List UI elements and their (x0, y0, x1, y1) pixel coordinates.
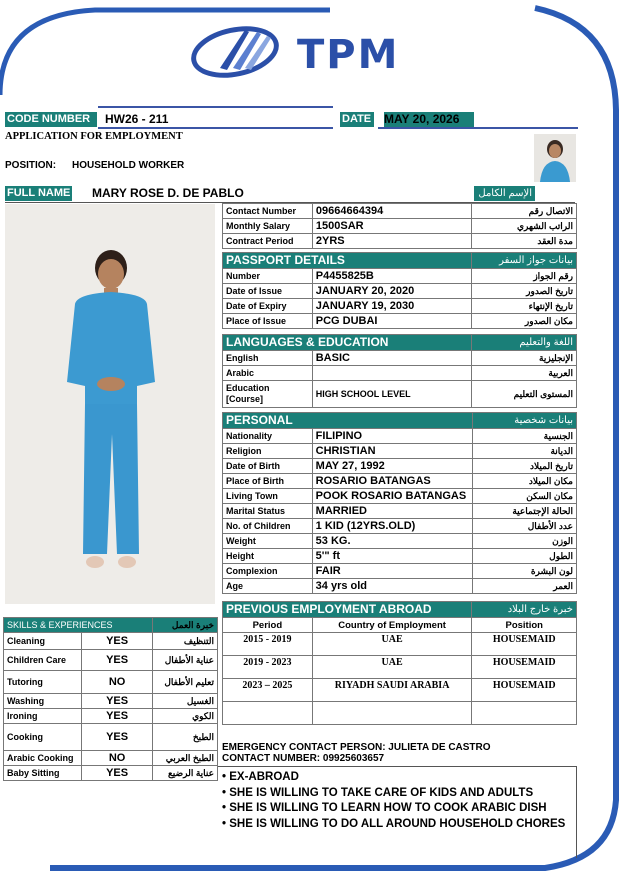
employment-blank-row (223, 702, 577, 725)
passport-row (223, 284, 577, 299)
remark-text: SHE IS WILLING TO LEARN HOW TO COOK ARABIC DISH (229, 802, 547, 814)
skill-label: Children Care (4, 650, 82, 671)
employment-title: PREVIOUS EMPLOYMENT ABROAD (223, 602, 472, 618)
passport-arabic-label: تاريخ الصدور (472, 284, 577, 299)
employment-column-headers (223, 618, 577, 633)
skill-row (4, 709, 218, 724)
employment-period: 2019 - 2023 (223, 656, 313, 679)
personal-label: Living Town (223, 489, 313, 504)
personal-row (223, 564, 577, 579)
skill-arabic: عناية الأطفال (153, 650, 218, 671)
person-thumbnail-icon (534, 134, 576, 182)
remark-text: SHE IS WILLING TO TAKE CARE OF KIDS AND ADULTS (229, 786, 534, 799)
contact-label: Monthly Salary (223, 219, 313, 234)
language-row (223, 366, 577, 381)
emergency-number: CONTACT NUMBER: 09925603657 (222, 753, 385, 764)
personal-row (223, 534, 577, 549)
passport-row (223, 269, 577, 284)
passport-arabic: بيانات جواز السفر (472, 253, 577, 269)
employment-position: HOUSEMAID (472, 633, 577, 656)
personal-table (222, 412, 577, 594)
personal-row (223, 444, 577, 459)
personal-arabic-label: الوزن (472, 534, 576, 549)
skill-row (4, 650, 218, 671)
employment-header (223, 602, 577, 618)
passport-header (223, 253, 577, 269)
personal-arabic-label: العمر (472, 579, 576, 594)
emergency-contact (222, 742, 491, 764)
passport-label: Date of Issue (223, 284, 313, 299)
employment-rows (223, 633, 577, 702)
passport-table (222, 252, 577, 329)
passport-value: JANUARY 20, 2020 (312, 284, 471, 299)
personal-row (223, 579, 577, 594)
bullet-icon: • (222, 817, 230, 830)
position-value: HOUSEHOLD WORKER (72, 160, 185, 171)
personal-label: Marital Status (223, 504, 313, 519)
employment-country: UAE (312, 633, 472, 656)
skill-arabic: الغسيل (153, 694, 218, 709)
skill-arabic: الطبخ العربي (153, 751, 218, 766)
personal-label: Place of Birth (223, 474, 313, 489)
language-value (312, 366, 472, 381)
employment-row (223, 656, 577, 679)
personal-value: 34 yrs old (312, 579, 472, 594)
position-header: Position (472, 618, 577, 633)
logo (185, 18, 425, 80)
personal-row (223, 489, 577, 504)
passport-value: PCG DUBAI (312, 314, 471, 329)
skill-arabic: تعليم الأطفال (153, 671, 218, 694)
passport-label: Date of Expiry (223, 299, 313, 314)
contact-arabic: الاتصال رقم (472, 204, 577, 219)
skill-label: Ironing (4, 709, 82, 724)
skill-row (4, 751, 218, 766)
personal-label: No. of Children (223, 519, 313, 534)
bullet-icon: • (222, 771, 230, 783)
personal-label: Nationality (223, 429, 313, 444)
remark-text: EX-ABROAD (229, 771, 299, 783)
contact-row (223, 204, 577, 219)
skills-rows (4, 633, 218, 781)
personal-value: POOK ROSARIO BATANGAS (312, 489, 472, 504)
employment-position: HOUSEMAID (472, 679, 577, 702)
contact-arabic: الراتب الشهري (472, 219, 577, 234)
personal-arabic-label: الحالة الإجتماعية (472, 504, 576, 519)
emergency-divider (218, 766, 577, 767)
skills-title: SKILLS & EXPERIENCES (4, 618, 153, 633)
personal-row (223, 504, 577, 519)
period-header: Period (223, 618, 313, 633)
personal-label: Complexion (223, 564, 313, 579)
contact-value: 1500SAR (312, 219, 471, 234)
education-value: HIGH SCHOOL LEVEL (312, 381, 472, 408)
skill-row (4, 671, 218, 694)
passport-row (223, 314, 577, 329)
code-number-label: CODE NUMBER (5, 112, 97, 127)
remark-item (222, 801, 565, 817)
language-row (223, 351, 577, 366)
contact-arabic: مدة العقد (472, 234, 577, 249)
skill-arabic: التنظيف (153, 633, 218, 650)
full-body-photo (5, 204, 215, 604)
remark-text: SHE IS WILLING TO DO ALL AROUND HOUSEHOLD CHORES (229, 817, 566, 830)
personal-value: 53 KG. (312, 534, 472, 549)
country-header: Country of Employment (312, 618, 472, 633)
profile-thumbnail (534, 134, 576, 182)
full-name-value: MARY ROSE D. DE PABLO (92, 186, 244, 200)
person-photo-icon (5, 204, 215, 604)
contact-row (223, 234, 577, 249)
code-underline (98, 127, 333, 129)
skills-arabic: خبرة العمل (153, 618, 218, 633)
personal-row (223, 429, 577, 444)
personal-value: 5'" ft (312, 549, 472, 564)
personal-title: PERSONAL (223, 413, 473, 429)
passport-value: JANUARY 19, 2030 (312, 299, 471, 314)
passport-label: Number (223, 269, 313, 284)
employment-country: UAE (312, 656, 472, 679)
education-label: Education [Course] (223, 381, 313, 408)
language-label: Arabic (223, 366, 313, 381)
personal-value: ROSARIO BATANGAS (312, 474, 472, 489)
personal-label: Weight (223, 534, 313, 549)
remarks-right-border (576, 766, 577, 858)
skill-row (4, 724, 218, 751)
logo-text: TPM (297, 32, 400, 78)
contact-rows (223, 204, 577, 249)
passport-arabic-label: تاريخ الإنتهاء (472, 299, 577, 314)
emergency-person: EMERGENCY CONTACT PERSON: JULIETA DE CASTRO (222, 742, 491, 753)
language-label: English (223, 351, 313, 366)
personal-value: CHRISTIAN (312, 444, 472, 459)
personal-value: MARRIED (312, 504, 472, 519)
bullet-icon: • (222, 786, 230, 799)
skill-label: Washing (4, 694, 82, 709)
personal-arabic-label: مكان السكن (472, 489, 576, 504)
full-name-arabic: الإسم الكامل (474, 186, 535, 201)
personal-arabic-label: لون البشرة (472, 564, 576, 579)
contact-value: 09664664394 (312, 204, 471, 219)
full-name-label: FULL NAME (7, 187, 71, 199)
skill-label: Baby Sitting (4, 766, 82, 781)
passport-row (223, 299, 577, 314)
personal-value: FILIPINO (312, 429, 472, 444)
personal-row (223, 459, 577, 474)
skill-value: YES (81, 633, 152, 650)
skills-header (4, 618, 218, 633)
skill-row (4, 694, 218, 709)
languages-header (223, 335, 577, 351)
remark-item (222, 817, 565, 833)
passport-value: P4455825B (312, 269, 471, 284)
skill-arabic: الطبخ (153, 724, 218, 751)
personal-row (223, 519, 577, 534)
skill-label: Cleaning (4, 633, 82, 650)
application-title: APPLICATION FOR EMPLOYMENT (5, 131, 183, 142)
skill-value: NO (81, 671, 152, 694)
date-label: DATE (340, 112, 374, 127)
language-arabic: العربية (472, 366, 577, 381)
employment-row (223, 679, 577, 702)
passport-rows (223, 269, 577, 329)
employment-row (223, 633, 577, 656)
personal-row (223, 474, 577, 489)
skill-value: NO (81, 751, 152, 766)
employment-position: HOUSEMAID (472, 656, 577, 679)
languages-rows (223, 351, 577, 381)
code-overline (98, 106, 333, 108)
personal-arabic-label: الجنسية (472, 429, 576, 444)
education-row (223, 381, 577, 408)
skill-value: YES (81, 650, 152, 671)
personal-header (223, 413, 577, 429)
remarks-list (222, 770, 565, 832)
languages-title: LANGUAGES & EDUCATION (223, 335, 472, 351)
passport-arabic-label: مكان الصدور (472, 314, 577, 329)
employment-period: 2015 - 2019 (223, 633, 313, 656)
employment-country: RIYADH SAUDI ARABIA (312, 679, 472, 702)
education-arabic: المستوى التعليم (472, 381, 577, 408)
contact-label: Contract Period (223, 234, 313, 249)
employment-arabic: خبرة خارج البلاد (472, 602, 577, 618)
languages-arabic: اللغة والتعليم (472, 335, 577, 351)
skill-row (4, 633, 218, 650)
language-arabic: الإنجليزية (472, 351, 577, 366)
skill-value: YES (81, 766, 152, 781)
skill-value: YES (81, 724, 152, 751)
skill-row (4, 766, 218, 781)
employment-period: 2023 – 2025 (223, 679, 313, 702)
date-underline (378, 127, 578, 129)
skill-label: Cooking (4, 724, 82, 751)
skills-table (3, 617, 218, 781)
personal-value: MAY 27, 1992 (312, 459, 472, 474)
personal-rows (223, 429, 577, 594)
position-label: POSITION: (5, 160, 57, 171)
employment-table (222, 601, 577, 725)
bullet-icon: • (222, 802, 230, 814)
personal-arabic-label: عدد الأطفال (472, 519, 576, 534)
contact-value: 2YRS (312, 234, 471, 249)
skill-arabic: الكوي (153, 709, 218, 724)
language-value: BASIC (312, 351, 472, 366)
personal-arabic-label: تاريخ الميلاد (472, 459, 576, 474)
personal-label: Height (223, 549, 313, 564)
personal-arabic-label: الطول (472, 549, 576, 564)
personal-value: 1 KID (12YRS.OLD) (312, 519, 472, 534)
code-number-value: HW26 - 211 (105, 112, 169, 126)
contact-label: Contact Number (223, 204, 313, 219)
contact-row (223, 219, 577, 234)
contact-table (222, 203, 577, 249)
remark-item (222, 770, 565, 786)
skill-label: Arabic Cooking (4, 751, 82, 766)
passport-title: PASSPORT DETAILS (223, 253, 472, 269)
personal-row (223, 549, 577, 564)
personal-label: Age (223, 579, 313, 594)
personal-arabic: بيانات شخصية (472, 413, 576, 429)
date-value: MAY 20, 2026 (384, 112, 474, 127)
skill-label: Tutoring (4, 671, 82, 694)
languages-table (222, 334, 577, 408)
remark-item (222, 786, 565, 802)
personal-label: Religion (223, 444, 313, 459)
skill-arabic: عناية الرضيع (153, 766, 218, 781)
skill-value: YES (81, 709, 152, 724)
logo-swoosh-icon (185, 18, 295, 80)
skill-value: YES (81, 694, 152, 709)
passport-arabic-label: رقم الجواز (472, 269, 577, 284)
personal-arabic-label: الديانة (472, 444, 576, 459)
personal-value: FAIR (312, 564, 472, 579)
personal-label: Date of Birth (223, 459, 313, 474)
passport-label: Place of Issue (223, 314, 313, 329)
personal-arabic-label: مكان الميلاد (472, 474, 576, 489)
